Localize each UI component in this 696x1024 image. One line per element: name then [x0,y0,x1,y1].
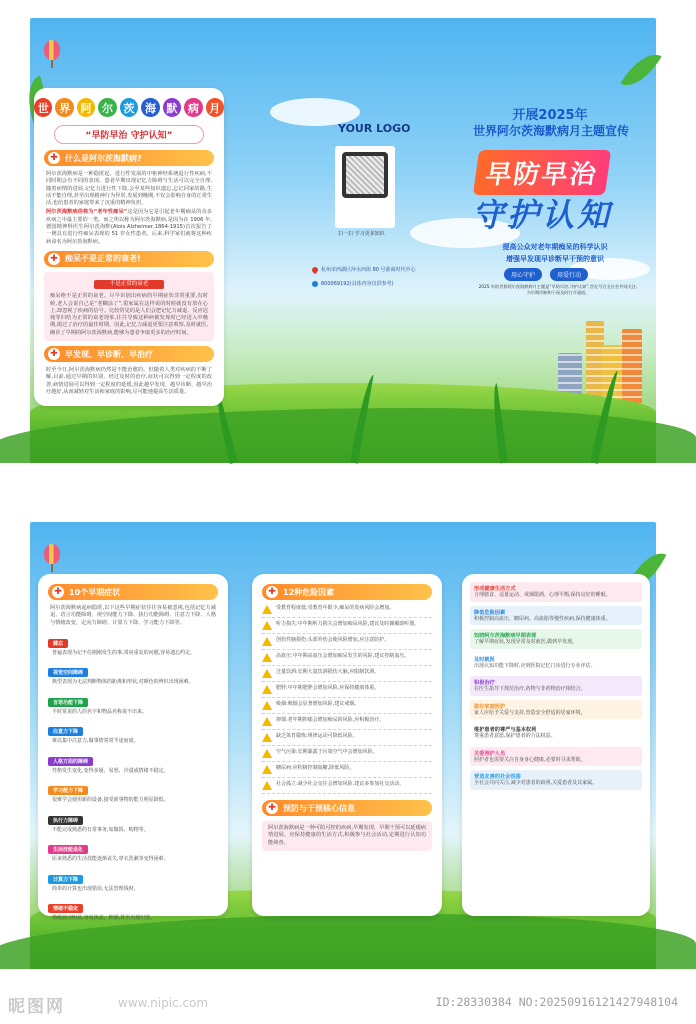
section-text: 阿尔茨海默病是一种隐匿起、进行性发展的中枢神经系统退行性疾病,不同时期会有不同的表现。患者早期出现记忆力障碍与生活可以完全自理,随着病情的进展,记忆力进行性下降,会至某些知识遗忘,忘记回家的路,生活不能自理,甚至出现精神行为异常,发展到晚期,不仅会影响自身的正常生活,也给患者的家庭带来了沉重的精神负担。 [46,171,212,207]
prevention-title: 营造友善的社会氛围 [474,774,521,780]
risk-item [262,653,432,666]
prevention-title: 维护患者的尊严与基本权利 [474,727,537,733]
title-char: 尔 [98,98,116,117]
prevention-text: 尊重患者意愿,保护患者的合法权益。 [474,733,556,739]
title-char: 茨 [120,98,138,117]
plus-icon: ✚ [52,586,64,598]
symptom-item [48,895,218,922]
plus-icon: ✚ [48,152,60,164]
symptom-item [48,659,218,686]
warning-icon [262,717,272,726]
section-title: 10个早期症状 [69,587,121,597]
prevention-panel [462,574,650,916]
section-title: 早发现、早诊断、早治疗 [65,349,153,359]
risk-desc: 空气污染:长期暴露于污染空气中会增加风险。 [276,749,378,755]
section-header [44,251,214,267]
main-title: 早防早治 [473,150,611,195]
risk-desc: 创伤性脑损伤:头部外伤会使风险增加,应注意防护。 [276,637,390,643]
risk-item [262,605,432,618]
warning-icon [262,685,272,694]
risk-item [262,781,432,794]
symptom-desc: 不能完成熟悉的日常事务,如做饭、购物等。 [52,826,149,833]
risk-desc: 糖尿病:应积极控制血糖,降低风险。 [276,765,355,771]
symptom-item [48,777,218,804]
plus-icon: ✚ [266,802,278,814]
brochure-outside [30,18,656,463]
phone-line [312,280,394,287]
symptom-label: 执行力障碍 [48,816,83,825]
symptom-item [48,630,218,657]
symptom-desc: 性格发生变化,变得多疑、易怒、冷漠或情绪不稳定。 [52,767,169,774]
cover-line: 增强早发现早诊断早干预的意识 [506,255,604,263]
qr-pattern [342,152,388,198]
symptom-label: 生活技能退化 [48,845,88,854]
prevention-title: 降低危险因素 [474,609,506,616]
section-text [34,209,224,245]
prevention-text: 家人应给予关爱与支持,营造安全舒适的居家环境。 [474,709,586,716]
risk-desc: 听力损失:中年期听力损失会增加痴呆风险,建议及时佩戴助听器。 [276,621,420,627]
symptom-label: 视觉空间障碍 [48,668,88,677]
section-text-body: 痴呆绝不是正常的衰老。尽早识别出疾病的早期症状非常重要,有时候,老人会说自己是“老糊涂了”,很家属在这样说的时候就没有放在心上,却忽视了疾病的信号。比较常见的是人们会把记忆力减退、反应迟钝等归结为正常的衰老现象,往往导致这种病被发现时已经进入中晚期,错过了治疗的最佳时期。因此,记忆力减退更要注意观察,及时就医,确诊了早期的阿尔茨海默病,能够为患者争取更多的治疗时间。 [50,293,208,336]
tag-chip: 用心守护 [504,268,542,281]
intro-panel [34,88,224,406]
prevention-item [470,606,642,626]
symptom-item [48,748,218,775]
prevention-item [470,629,642,649]
symptom-label: 言语功能下降 [48,698,88,707]
prevention-title: 做好家庭照护 [474,703,506,710]
prevention-text: 在医生指导下规范治疗,药物与非药物治疗相结合。 [474,686,586,692]
symptom-desc: 平时常说的人的名字和物品名称说不出来。 [52,708,148,715]
prevention-title: 积极治疗 [474,680,495,686]
section-title: 12种危险因素 [283,587,335,597]
section-header [262,800,432,816]
title-char: 海 [141,98,159,117]
title-char: 界 [55,98,73,117]
logo: YOUR LOGO [338,122,411,135]
risk-desc: 社会孤立:减少社会交往会增加风险,建议多参加社交活动。 [276,781,405,787]
section-title: 痴呆不是正常的衰老! [65,254,141,264]
symptom-label: 学习能力下降 [48,786,88,795]
image-id: ID:28330384 NO:20250916121427948104 [435,995,678,1009]
symptom-label: 注意力下降 [48,727,83,736]
prevention-item [470,582,642,602]
prevention-text: 合理膳食、适量运动、戒烟限酒、心理平衡,保持良好的睡眠。 [474,592,611,598]
prevention-item [470,653,642,673]
title-char: 月 [206,98,224,117]
prevention-text: 照护者也需要关注自身身心健康,必要时寻求帮助。 [474,756,586,763]
warning-icon [262,637,272,646]
symptoms-panel [38,574,228,922]
symptom-label: 人格方面的障碍 [48,757,93,766]
symptom-item [48,836,218,863]
risk-desc: 肥胖:中年期肥胖会增加风险,应保持健康体重。 [276,685,380,691]
warning-icon [262,781,272,790]
prevention-text: 全社会共同关注,减少对患者的歧视,关爱患者及其家属。 [474,780,598,786]
watermark-url: www.nipic.com [118,996,209,1010]
risk-item [262,733,432,746]
slogan: “早防早治 守护认知” [54,125,204,144]
warning-icon [262,653,272,662]
section-text: 阿尔茨海默病起病隐匿,以下这些早期症状往往容易被忽视,包括记忆力减退、语言功能障碍、视空间能力下降、执行功能障碍、注意力下降、人格与情绪改变、定向力障碍、计算力下降、学习能力下降等。 [50,605,217,626]
section-title: 什么是阿尔茨海默病? [65,153,142,163]
prevention-item [470,676,642,696]
symptom-label: 健忘 [48,639,68,648]
title-char: 默 [163,98,181,117]
building [602,345,624,403]
location-pin-icon [311,265,319,273]
balloon-icon [44,544,60,564]
warning-icon [262,733,272,742]
symptom-item [48,718,218,745]
symptom-label: 计算力下降 [48,875,83,884]
risk-desc: 吸烟:吸烟会显著增加风险,建议戒烟。 [276,701,360,707]
cover-subtitle: 世界阿尔茨海默病月主题宣传 [472,124,629,138]
warning-icon [262,621,272,630]
section-text [44,272,214,341]
symptom-desc: 典型表现为无法判断物体的距离和形状,对颜色的辨识出现困难。 [52,679,194,686]
section-header [44,150,214,166]
symptom-list [38,630,228,922]
watermark-logo: 昵图网 [8,997,65,1017]
risk-item [262,669,432,682]
prevention-text: 出现认知功能下降时,应到医院记忆门诊进行专业评估。 [474,662,596,669]
prevention-title: 关爱照护人员 [474,750,506,757]
prevention-item [470,700,642,720]
address-text: 杭州市西湖区萍水西街 80 号浙商时代中心 [321,267,416,273]
phone-text: 800069192(具体内容仅供参考) [321,281,394,287]
title-char: 阿 [77,98,95,117]
qr-caption: 扫一扫 学习更多知识 [338,231,385,237]
symptom-desc: 难以集中注意力,做事情常常半途而废。 [52,738,139,745]
risk-list [252,605,442,794]
warning-icon [262,701,272,710]
section-text: 时至今日,阿尔茨海默病仍然是不能治愈的。但随着人类对疾病的不断了解,目前,通过早期的识别、经过及时的治疗,症状可以得到一定程度的改善,病情进展可以得到一定程度的延缓,因此越早发现、越早诊断、越早治疗越好,从而减轻对生活和家庭的影响,尽可能地提高生活质量。 [46,367,212,395]
main-title-script: 守护认知 [472,196,613,234]
highlight-text: 阿尔茨海默病俗称为“老年性痴呆” [46,209,128,216]
tag-label: 不是正常的衰老 [94,280,164,289]
plus-icon: ✚ [48,253,60,265]
risk-item [262,621,432,634]
cover-line: 提高公众对老年期痴呆的科学认识 [502,243,608,251]
prevention-text: 了解早期症状,发现异常及时就医,做到早发现。 [474,639,578,645]
symptom-label: 情绪不稳定 [48,904,83,913]
title-char: 病 [184,98,202,117]
section-header [48,584,218,600]
warning-icon [262,669,272,678]
prevention-list [462,574,650,790]
building [622,329,642,403]
symptom-item [48,866,218,893]
prevention-item [470,747,642,767]
prevention-text: 积极控制高血压、糖尿病、高血脂等慢性疾病,保持健康体重。 [474,615,611,622]
watermark-footer [0,982,690,1024]
prevention-title: 及时就医 [474,656,495,663]
symptom-item [48,807,218,834]
risk-item [262,717,432,730]
risk-item [262,765,432,778]
risk-item [262,701,432,714]
brochure-inside [30,522,656,969]
risk-item [262,685,432,698]
symptom-desc: 普遍表现为记不住刚刚发生的事,常问重复的问题,容易遗忘约定。 [52,649,196,656]
phone-icon [312,281,318,287]
warning-icon [262,749,272,758]
risk-desc: 抑郁:老年期抑郁会增加痴呆的风险,应积极治疗。 [276,717,385,723]
prevention-item [470,723,642,743]
qr-code [335,146,395,228]
cover-note: 2025 年的世界阿尔茨海默病月主题是“早防早治,守护认知”,旨在号召全社会共同关注,为早期诊断和干预及时打开通道。 [478,284,638,295]
cover-subtitle: 开展2025年 [512,108,588,123]
prevention-item [470,770,642,790]
risk-desc: 缺乏体育锻炼:规律运动可降低风险。 [276,733,358,739]
symptom-desc: 情绪波动明显,容易焦虑、抑郁,甚至出现幻觉。 [52,915,156,922]
symptom-desc: 简单的计算也出现错误,无法管理钱财。 [52,885,139,892]
section-header [262,584,432,600]
section-title: 预防与干预核心信息 [283,803,355,813]
plus-icon: ✚ [48,348,60,360]
address-line [312,266,416,273]
prevention-title: 知晓阿尔茨海默病早期表现 [474,633,537,639]
symptom-desc: 很难学会使用新的设备,接受新事物的能力明显降低。 [52,797,169,804]
balloon-icon [44,40,60,60]
prevention-title: 形成健康生活方式 [474,586,516,592]
risk-desc: 高血压:中年期高血压会增加痴呆发生的风险,建议控制血压。 [276,653,410,659]
tag-chip: 用爱行动 [550,268,588,281]
title-char: 世 [34,98,52,117]
section-text: 阿尔茨海默病是一种可防可控的疾病,早期发现、早期干预可以延缓病情进展。应保持健康的生活方式,积极参与社会活动,定期进行认知功能筛查。 [262,821,432,851]
leaf-icon [620,45,661,94]
risk-panel [252,574,442,916]
section-header [44,346,214,362]
warning-icon [262,605,272,614]
symptom-desc: 原来熟悉的生活技能逐渐丧失,穿衣洗漱等变得困难。 [52,856,169,863]
plus-icon: ✚ [266,586,278,598]
risk-item [262,637,432,650]
warning-icon [262,765,272,774]
risk-desc: 受教育程度低:受教育年限少,痴呆的发病风险会增加。 [276,605,395,611]
symptom-item [48,689,218,716]
section-text-cont: 这是因为它是引起老年期痴呆的众多疾病之中最主要的一类。而之所以称为阿尔茨海默病,是因为在 1906 年,德国精神科医生阿尔茨海默(Alois Alzheimer,1864-1915)首次报告了一例具有进行性痴呆表现的 51 岁女性患者。后来,科学家们就将这种疾病命名为阿尔茨海默病。 [46,209,212,245]
month-title [34,98,224,117]
risk-desc: 过量饮酒:长期大量饮酒损伤大脑,应限制饮酒。 [276,669,380,675]
risk-item [262,749,432,762]
